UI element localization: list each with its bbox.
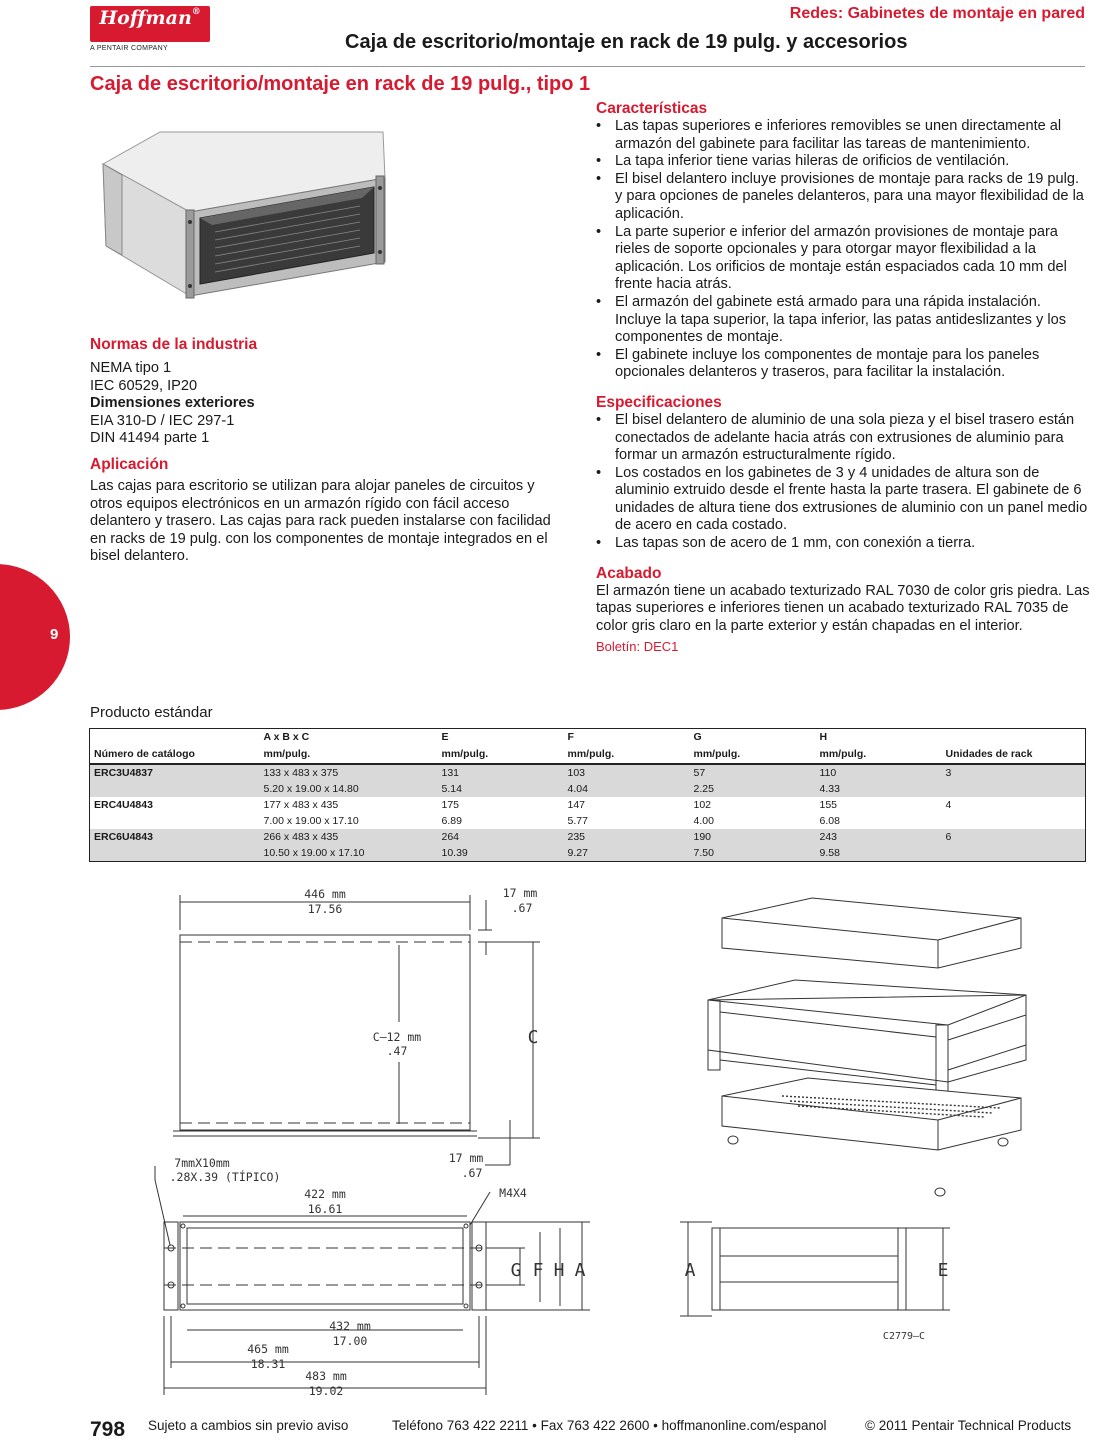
exploded-bottom-cover xyxy=(722,1078,1021,1150)
logo-subtitle: A PENTAIR COMPANY xyxy=(90,45,168,52)
cell: 266 x 483 x 435 xyxy=(260,829,438,845)
standard-line: IEC 60529, IP20 xyxy=(90,377,198,394)
catalog-number: ERC3U4837 xyxy=(90,764,260,781)
dim-422-mm: 422 mm xyxy=(304,1187,346,1201)
col-head: mm/pulg. xyxy=(690,746,816,764)
cell: 190 xyxy=(690,829,816,845)
cell: 6.08 xyxy=(819,815,840,827)
cell: 10.50 x 19.00 x 17.10 xyxy=(260,845,438,862)
col-head: mm/pulg. xyxy=(816,746,942,764)
dims-line: DIN 41494 parte 1 xyxy=(90,430,210,447)
features-heading: Características xyxy=(596,100,708,117)
section-title: Caja de escritorio/montaje en rack de 19 pulg., tipo 1 xyxy=(90,73,591,95)
cell: 133 x 483 x 375 xyxy=(260,764,438,781)
cell: 175 xyxy=(441,799,460,811)
cell: 9.27 xyxy=(564,845,690,862)
cell: 264 xyxy=(438,829,564,845)
dim-c12-in: .47 xyxy=(386,1044,408,1058)
cell: 177 x 483 x 435 xyxy=(263,799,339,811)
col-head-top: F xyxy=(567,731,574,743)
list-item: • El bisel delantero incluye provisiones de montaje para racks de 19 pulg. y para opciones de paneles delanteros, para una mayor flexibilidad de la aplicación. xyxy=(596,171,1090,224)
standards-heading: Normas de la industria xyxy=(90,336,258,353)
list-item: • La tapa inferior tiene varias hileras de orificios de ventilación. xyxy=(596,153,1090,171)
finish-heading: Acabado xyxy=(596,564,662,582)
col-head-top: E xyxy=(441,731,449,743)
logo-wordmark: Hoffman® xyxy=(99,7,201,29)
col-head: Número de catálogo xyxy=(90,746,260,764)
dim-17b-mm: 17 mm xyxy=(448,1151,484,1165)
cell: 5.77 xyxy=(567,815,588,827)
list-item: • Los costados en los gabinetes de 3 y 4 unidades de altura son de aluminio extruido desde el frente hasta la parte trasera. El gabinete de 6 unidades de altura tiene dos extrusiones de aluminio con un panel medio de acero en cada costado. xyxy=(596,465,1090,535)
col-head-top: H xyxy=(819,731,828,743)
dim-483-in: 19.02 xyxy=(308,1384,344,1398)
dim-17b-in: .67 xyxy=(461,1166,483,1180)
cell: 110 xyxy=(816,764,942,781)
header-title: Caja de escritorio/montaje en rack de 19 pulg. y accesorios xyxy=(345,31,908,53)
cell: 6.89 xyxy=(441,815,462,827)
list-item: • El bisel delantero de aluminio de una sola pieza y el bisel trasero están conectados de adelante hacia atrás con extrusiones de aluminio para formar un armazón estructuralmente rígido. xyxy=(596,412,1090,465)
col-head: mm/pulg. xyxy=(564,746,690,764)
dim-432-in: 17.00 xyxy=(332,1334,368,1348)
footer-notice: Sujeto a cambios sin previo aviso xyxy=(148,1418,349,1433)
label-a-side: A xyxy=(684,1260,696,1281)
cell: 9.58 xyxy=(816,845,942,862)
cell: 2.25 xyxy=(690,781,816,797)
finish-text: El armazón tiene un acabado texturizado RAL 7030 de color gris piedra. Las tapas superiores e inferiores tienen un acabado texturizado RAL 7035 de color gris claro en la parte exterior y están chapadas en el interior. xyxy=(596,582,1090,634)
chapter-number: 9 xyxy=(50,626,59,643)
label-e: E xyxy=(937,1260,949,1281)
dims-heading: Dimensiones exteriores xyxy=(90,395,255,412)
label-a: A xyxy=(574,1260,586,1281)
application-heading: Aplicación xyxy=(90,455,169,473)
footer-contact[interactable]: Teléfono 763 422 2211 • Fax 763 422 2600 • hoffmanonline.com/espanol xyxy=(392,1418,827,1433)
cell: 7.00 x 19.00 x 17.10 xyxy=(263,815,359,827)
list-item: • El armazón del gabinete está armado para una rápida instalación. Incluye la tapa superior, la tapa inferior, las patas antideslizantes y los componentes de montaje. xyxy=(596,294,1090,347)
dim-17a-mm: 17 mm xyxy=(502,886,538,900)
list-item: • Las tapas son de acero de 1 mm, con conexión a tierra. xyxy=(596,535,1090,553)
label-h: H xyxy=(553,1260,565,1281)
catalog-number: ERC6U4843 xyxy=(90,829,260,845)
cell: 4.33 xyxy=(816,781,942,797)
label-g: G xyxy=(510,1260,522,1281)
dim-slot-in: .28X.39 (TÍPICO) xyxy=(169,1170,281,1184)
top-view-outline xyxy=(180,935,470,1130)
col-head: Unidades de rack xyxy=(942,746,1086,764)
cell: 10.39 xyxy=(438,845,564,862)
table-caption: Producto estándar xyxy=(90,704,213,721)
side-view-outline xyxy=(712,1228,906,1310)
dim-422-in: 16.61 xyxy=(307,1202,343,1216)
list-item: • El gabinete incluye los componentes de montaje para los paneles opcionales delanteros y traseros, para facilitar la instalación. xyxy=(596,347,1090,382)
list-item: • La parte superior e inferior del armazón provisiones de montaje para rieles de soporte opcionales y para otorgar mayor flexibilidad a la aplicación. Los orificios de montaje están espaciados cada 10 mm del frente hacia atrás. xyxy=(596,224,1090,294)
cell: 131 xyxy=(438,764,564,781)
dim-465-mm: 465 mm xyxy=(247,1342,289,1356)
page-number: 798 xyxy=(90,1418,126,1441)
specs-heading: Especificaciones xyxy=(596,393,722,411)
cell: 5.14 xyxy=(438,781,564,797)
application-text: Las cajas para escritorio se utilizan para alojar paneles de circuitos y otros equipos electrónicos en un armazón rígido con fácil acceso delantero y trasero. Las cajas para rack pueden instalarse con facilidad en racks de 19 pulg. con los componentes de montaje integrados en el bisel delantero. xyxy=(90,477,551,565)
cell: 7.50 xyxy=(690,845,816,862)
dim-446-in: 17.56 xyxy=(307,902,343,916)
dim-465-in: 18.31 xyxy=(250,1357,286,1371)
dim-17a-in: .67 xyxy=(511,901,533,915)
dim-432-mm: 432 mm xyxy=(329,1319,371,1333)
bulletin-link[interactable]: Boletín: DEC1 xyxy=(596,639,679,655)
cell: 103 xyxy=(564,764,690,781)
cell: 147 xyxy=(567,799,586,811)
drawing-code: C2779–C xyxy=(882,1331,926,1342)
label-f: F xyxy=(532,1260,544,1281)
col-head: mm/pulg. xyxy=(438,746,564,764)
cell: 57 xyxy=(690,764,816,781)
cell: 4.04 xyxy=(564,781,690,797)
dim-483-mm: 483 mm xyxy=(305,1369,347,1383)
catalog-number: ERC4U4843 xyxy=(94,799,153,811)
cell: 6 xyxy=(942,829,1086,845)
dim-c12-mm: C–12 mm xyxy=(372,1030,422,1044)
cell: 235 xyxy=(564,829,690,845)
cell: 4 xyxy=(945,799,952,811)
list-item: • Las tapas superiores e inferiores removibles se unen directamente al armazón del gabinete para facilitar las tareas de mantenimiento. xyxy=(596,118,1090,153)
cell: 4.00 xyxy=(693,815,714,827)
col-head: mm/pulg. xyxy=(260,746,438,764)
cell: 155 xyxy=(819,799,838,811)
label-c: C xyxy=(527,1027,539,1048)
front-view-outline xyxy=(180,1222,470,1310)
label-m4x4: M4X4 xyxy=(499,1186,527,1200)
col-head-top: A x B x C xyxy=(263,731,310,743)
cell: 102 xyxy=(693,799,712,811)
standard-line: NEMA tipo 1 xyxy=(90,360,172,376)
dims-line: EIA 310-D / IEC 297-1 xyxy=(90,412,235,429)
dim-slot-mm: 7mmX10mm xyxy=(174,1156,230,1170)
cell: 243 xyxy=(816,829,942,845)
cell: 3 xyxy=(942,764,1086,781)
header-category: Redes: Gabinetes de montaje en pared xyxy=(789,5,1085,22)
col-head-top: G xyxy=(693,731,702,743)
dim-446-mm: 446 mm xyxy=(304,887,346,901)
footer-copyright: © 2011 Pentair Technical Products xyxy=(865,1418,1072,1433)
cell: 5.20 x 19.00 x 14.80 xyxy=(260,781,438,797)
